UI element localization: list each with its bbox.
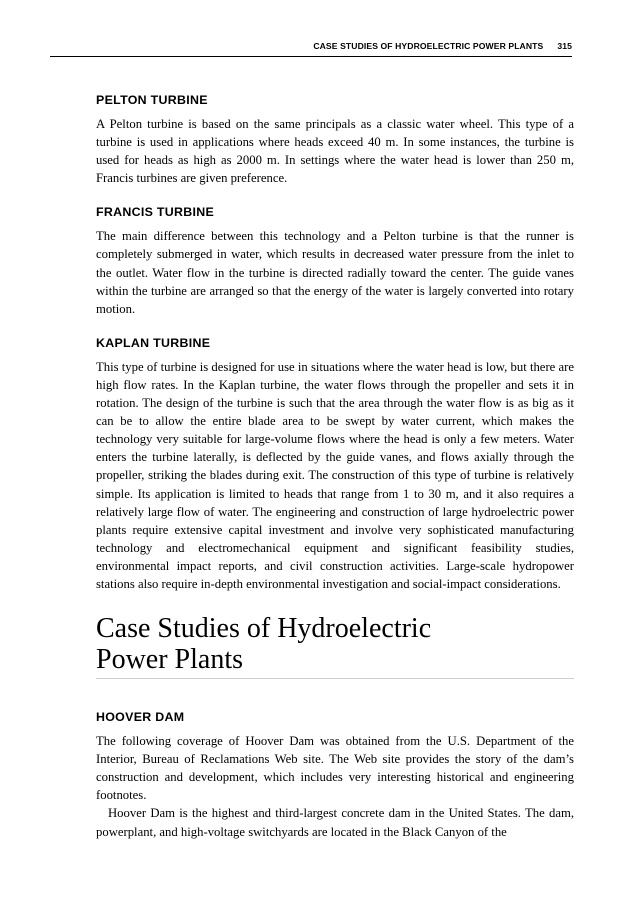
chapter-title-line2: Power Plants	[96, 643, 243, 675]
page-number: 315	[557, 41, 572, 51]
running-title: CASE STUDIES OF HYDROELECTRIC POWER PLANTS	[313, 41, 544, 51]
page-body	[96, 92, 574, 841]
francis-heading: FRANCIS TURBINE	[96, 205, 215, 220]
hoover-paragraph-2: Hoover Dam is the highest and third-largest concrete dam in the United States. The dam, powerplant, and high-voltage switchyards are located in the Black Canyon of the	[96, 806, 574, 839]
kaplan-paragraph: This type of turbine is designed for use in situations where the water head is low, but there are high flow rates. In the Kaplan turbine, the water flows through the propeller and sets it in rotation. The design of the turbine is such that the area through the water flow is as big as it can be to allow the entire blade area to be swept by water current, which makes the technology very suitable for large-volume flows where the head is only a few meters. Water enters the turbine laterally, is deflected by the guide vanes, and flows axially through the propeller, striking the blades during exit. The construction of this type of turbine is relatively simple. Its application is limited to heads that range from 1 to 30 m, and it also requires a relatively large flow of water. The engineering and construction of large hydroelectric power plants require extensive capital investment and involve very sophisticated manufacturing technology and electromechanical equipment and significant feasibility studies, environmental impact reports, and civil construction activities. Large-scale hydropower stations also require in-depth environmental investigation and social-impact considerations.	[96, 359, 574, 591]
pelton-paragraph: A Pelton turbine is based on the same principals as a classic water wheel. This type of a turbine is used in applications where heads exceed 40 m. In some instances, the turbine is used for heads as high as 2000 m. In settings where the water head is lower than 250 m, Francis turbines are given preference.	[96, 117, 574, 186]
chapter-title	[96, 614, 574, 679]
hoover-paragraph-1: The following coverage of Hoover Dam was obtained from the U.S. Department of the Interior, Bureau of Reclamations Web site. The Web site provides the story of the dam’s construction and development, which includes very interesting historical and engineering footnotes.	[96, 734, 574, 803]
kaplan-heading: KAPLAN TURBINE	[96, 335, 211, 350]
running-header	[50, 41, 572, 51]
francis-paragraph: The main difference between this technology and a Pelton turbine is that the runner is completely submerged in water, which results in decreased water pressure from the inlet to the outlet. Water flow in the turbine is directed radially toward the center. The guide vanes within the turbine are arranged so that the energy of the water is largely converted into rotary motion.	[96, 229, 574, 316]
hoover-heading: HOOVER DAM	[96, 710, 185, 725]
pelton-heading: PELTON TURBINE	[96, 93, 208, 107]
chapter-title-line1: Case Studies of Hydroelectric	[96, 613, 432, 645]
header-rule	[50, 56, 572, 57]
